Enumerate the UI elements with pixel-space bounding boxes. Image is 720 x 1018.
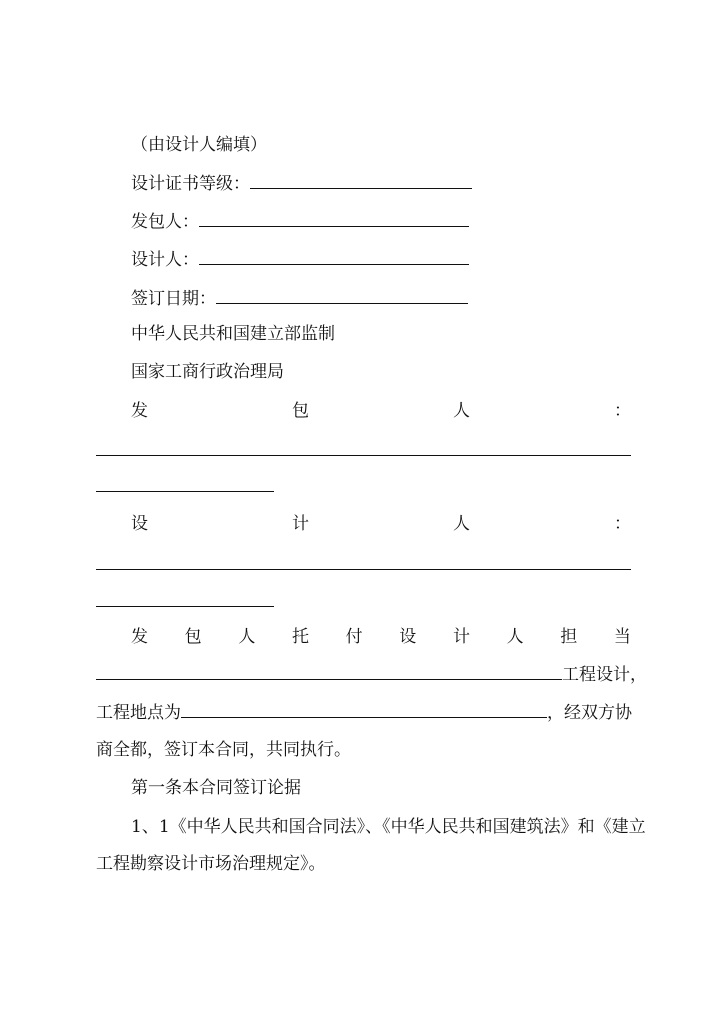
location-suffix: ，经双方协 bbox=[547, 703, 632, 723]
closing-line: 商全都，签订本合同，共同执行。 bbox=[96, 740, 351, 760]
entrust-char: 人 bbox=[238, 627, 256, 647]
client-party-blank-2[interactable] bbox=[96, 491, 274, 492]
entrust-heading bbox=[131, 626, 631, 648]
entrust-char: 当 bbox=[613, 627, 631, 647]
cert-level-label: 设计证书等级： bbox=[131, 174, 250, 194]
cert-level-row bbox=[131, 173, 472, 195]
location-blank[interactable] bbox=[181, 716, 547, 718]
clause-1-1-line-1: 1、1《中华人民共和国合同法》、《中华人民共和国建筑法》和《建立 bbox=[131, 817, 646, 837]
client-party-blank-1[interactable] bbox=[96, 455, 631, 456]
designer-party-blank-1[interactable] bbox=[96, 569, 631, 570]
entrust-char: 计 bbox=[452, 627, 470, 647]
designer-party-char: 计 bbox=[292, 514, 309, 534]
client-party-heading bbox=[131, 400, 631, 422]
entrust-char: 人 bbox=[506, 627, 524, 647]
entrust-char: 付 bbox=[345, 627, 363, 647]
client-blank[interactable] bbox=[199, 225, 469, 227]
designer-party-blank-2[interactable] bbox=[96, 606, 274, 607]
issuer-line-2: 国家工商行政治理局 bbox=[131, 362, 284, 382]
entrust-char: 发 bbox=[131, 627, 148, 647]
designer-label: 设计人： bbox=[131, 250, 199, 270]
client-party-char: ： bbox=[614, 401, 631, 421]
entrust-char: 设 bbox=[399, 627, 417, 647]
designer-party-char: 人 bbox=[453, 514, 470, 534]
client-party-char: 发 bbox=[131, 401, 148, 421]
entrust-char: 包 bbox=[184, 627, 202, 647]
project-name-blank[interactable] bbox=[96, 678, 562, 680]
client-party-char: 人 bbox=[453, 401, 470, 421]
designer-blank[interactable] bbox=[199, 263, 469, 265]
sign-date-blank[interactable] bbox=[216, 302, 468, 304]
designer-party-char: ： bbox=[614, 514, 631, 534]
project-suffix: 工程设计， bbox=[562, 665, 647, 685]
article-1-title: 第一条本合同签订论据 bbox=[131, 778, 301, 798]
project-row bbox=[96, 664, 647, 686]
sign-date-label: 签订日期： bbox=[131, 289, 216, 309]
client-party-char: 包 bbox=[292, 401, 309, 421]
issuer-line-1: 中华人民共和国建立部监制 bbox=[131, 324, 335, 344]
designer-party-heading bbox=[131, 513, 631, 535]
entrust-char: 托 bbox=[291, 627, 309, 647]
designer-row bbox=[131, 249, 469, 271]
location-row bbox=[96, 702, 632, 724]
cert-level-blank[interactable] bbox=[250, 187, 472, 189]
location-prefix: 工程地点为 bbox=[96, 703, 181, 723]
header-note: （由设计人编填） bbox=[131, 135, 267, 155]
sign-date-row bbox=[131, 288, 468, 310]
client-row bbox=[131, 211, 469, 233]
designer-party-char: 设 bbox=[131, 514, 148, 534]
entrust-char: 担 bbox=[560, 627, 578, 647]
client-label: 发包人： bbox=[131, 212, 199, 232]
clause-1-1-line-2: 工程勘察设计市场治理规定》。 bbox=[96, 854, 326, 874]
